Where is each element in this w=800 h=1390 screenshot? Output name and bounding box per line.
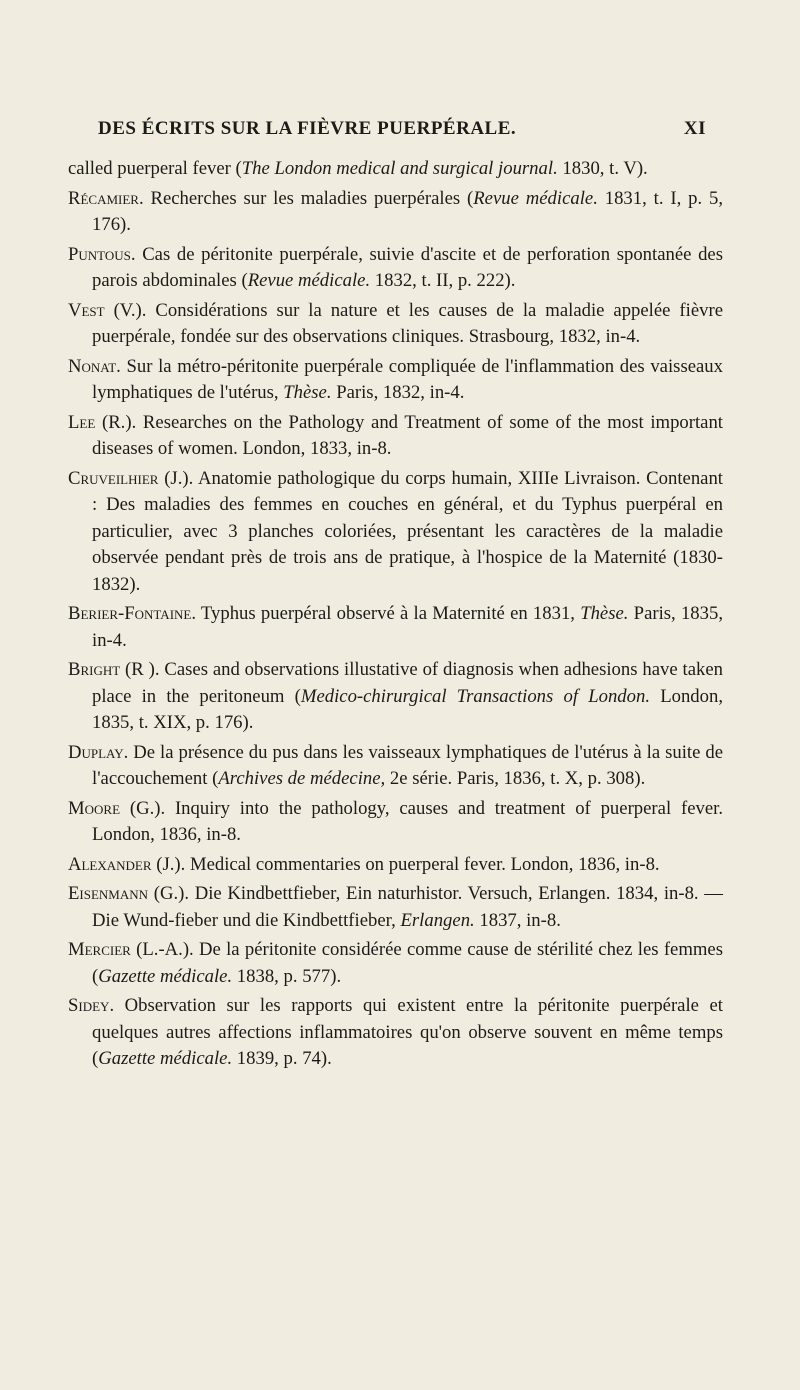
bibliography-entry: Moore (G.). Inquiry into the pathology, causes and treatment of puerperal fever. London, 1836, in-8. — [68, 797, 723, 845]
bibliography-entry: Bright (R ). Cases and observations illustative of diagnosis when adhesions have taken place in the peritoneum (Medico-chirurgical Transactions of London. London, 1835, t. XIX, p. 176). — [68, 659, 723, 733]
running-title: DES ÉCRITS SUR LA FIÈVRE PUERPÉRALE. — [98, 118, 517, 139]
bibliography-entry: Eisenmann (G.). Die Kindbettfieber, Ein naturhistor. Versuch, Erlangen. 1834, in-8. — Die Wund-fieber und die Kindbettfieber, Erlangen. 1837, in-8. — [68, 883, 723, 931]
bibliography-entry: Alexander (J.). Medical commentaries on puerperal fever. London, 1836, in-8. — [68, 853, 660, 875]
bibliography-entry: Berier-Fontaine. Typhus puerpéral observé à la Maternité en 1831, Thèse. Paris, 1835, in-4. — [68, 603, 723, 651]
bibliography-entry: Vest (V.). Considérations sur la nature et les causes de la maladie appelée fièvre puerpérale, fondée sur des observations cliniques. Strasbourg, 1832, in-4. — [68, 299, 723, 347]
bibliography-list — [68, 156, 723, 1076]
bibliography-entry: Mercier (L.-A.). De la péritonite considérée comme cause de stérilité chez les femmes (Gazette médicale. 1838, p. 577). — [68, 939, 723, 987]
bibliography-entry: Puntous. Cas de péritonite puerpérale, suivie d'ascite et de perforation spontanée des parois abdominales (Revue médicale. 1832, t. II, p. 222). — [68, 243, 723, 291]
bibliography-entry: Cruveilhier (J.). Anatomie pathologique du corps humain, XIIIe Livraison. Contenant : Des maladies des femmes en couches en général, et du Typhus puerpéral en particulier, avec 3 planches coloriées, présentant les caractères de la maladie observée pendant près de trois ans de pratique, à l'hospice de la Maternité (1830-1832). — [68, 467, 723, 595]
bibliography-entry: Sidey. Observation sur les rapports qui existent entre la péritonite puerpérale et quelques autres affections inflammatoires qu'on observe souvent en même temps (Gazette médicale. 1839, p. 74). — [68, 995, 723, 1069]
bibliography-entry: Duplay. De la présence du pus dans les vaisseaux lymphatiques de l'utérus à la suite de l'accouchement (Archives de médecine, 2e série. Paris, 1836, t. X, p. 308). — [68, 741, 723, 789]
bibliography-entry: Lee (R.). Researches on the Pathology and Treatment of some of the most important diseases of women. London, 1833, in-8. — [68, 411, 723, 459]
bibliography-entry: Récamier. Recherches sur les maladies puerpérales (Revue médicale. 1831, t. I, p. 5, 176). — [68, 187, 724, 235]
bibliography-entry: Nonat. Sur la métro-péritonite puerpérale compliquée de l'inflammation des vaisseaux lymphatiques de l'utérus, Thèse. Paris, 1832, in-4. — [68, 355, 723, 403]
bibliography-entry: called puerperal fever (The London medical and surgical journal. 1830, t. V). — [68, 158, 648, 179]
page-number: XI — [683, 118, 706, 139]
